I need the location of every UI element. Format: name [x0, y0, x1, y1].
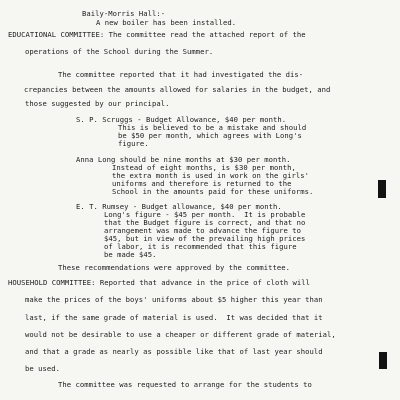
text-line: that the Budget figure is correct, and that no [104, 218, 306, 227]
household-committee-heading-line: HOUSEHOLD COMMITTEE: Reported that advance in the price of cloth will [8, 278, 311, 287]
text-line: Long's figure - $45 per month. It is probable [104, 210, 306, 219]
text-line: make the prices of the boys' uniforms about $5 higher this year than [25, 295, 323, 304]
text-line: A new boiler has been installed. [96, 18, 237, 27]
text-line: This is believed to be a mistake and should [118, 123, 307, 132]
text-line: School in the amounts paid for these uniforms. [112, 187, 314, 196]
text-line: and that a grade as nearly as possible like that of last year should [25, 347, 323, 356]
text-line: the extra month is used in work on the girls' [112, 171, 309, 180]
educational-committee-heading-line: EDUCATIONAL COMMITTEE: The committee read the attached report of the [8, 30, 306, 39]
text-line: figure. [118, 139, 149, 148]
text-line: would not be desirable to use a cheaper or different grade of material, [25, 330, 336, 339]
scruggs-entry-line: S. P. Scruggs - Budget Allowance, $40 per month. [76, 115, 287, 124]
margin-mark [378, 180, 386, 198]
text-line: The committee reported that it had investigated the dis- [58, 70, 304, 79]
text-line: arrangement was made to advance the figure to [104, 226, 301, 235]
text-line: last, if the same grade of material is used. It was decided that it [25, 313, 323, 322]
text-line: These recommendations were approved by the committee. [58, 263, 290, 272]
text-line: $45, but in view of the prevailing high prices [104, 234, 306, 243]
text-line: operations of the School during the Summer. [25, 47, 214, 56]
rumsey-entry-line: E. T. Rumsey - Budget allowance, $40 per month. [76, 202, 282, 211]
text-line: be made $45. [104, 250, 157, 259]
text-line: of labor, it is recommended that this figure [104, 242, 297, 251]
text-line: be used. [25, 364, 61, 373]
text-line: Instead of eight months, is $30 per month, [112, 163, 296, 172]
text-line: The committee was requested to arrange for the students to [58, 380, 312, 389]
text-line: those suggested by our principal. [25, 99, 170, 108]
text-line: uniforms and therefore is returned to the [112, 179, 292, 188]
text-line: be $50 per month, which agrees with Long's [118, 131, 302, 140]
anna-long-entry-line: Anna Long should be nine months at $30 per month. [76, 155, 291, 164]
subheading-baily-morris-hall: Baily-Morris Hall:- [82, 9, 166, 18]
margin-mark [379, 352, 387, 369]
text-line: crepancies between the amounts allowed for salaries in the budget, and [24, 85, 331, 94]
